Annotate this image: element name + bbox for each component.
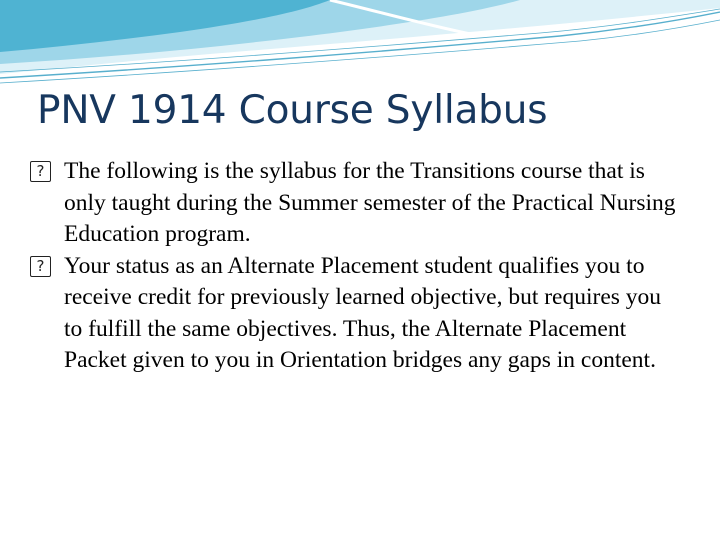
slide-title: PNV 1914 Course Syllabus bbox=[37, 88, 548, 133]
bullet-item bbox=[30, 156, 680, 251]
bullet-list bbox=[30, 156, 680, 377]
missing-glyph-icon: ? bbox=[30, 256, 51, 277]
wave-header-decoration bbox=[0, 0, 720, 90]
bullet-item bbox=[30, 251, 680, 377]
bullet-text: The following is the syllabus for the Transitions course that is only taught during the Summer semester of the Practical Nursing Education program. bbox=[64, 158, 676, 247]
bullet-text: Your status as an Alternate Placement student qualifies you to receive credit for previously learned objective, but requires you to fulfill the same objectives. Thus, the Alternate Placement Packet given to you in Orientation bridges any gaps in content. bbox=[64, 252, 662, 373]
missing-glyph-icon: ? bbox=[30, 161, 51, 182]
